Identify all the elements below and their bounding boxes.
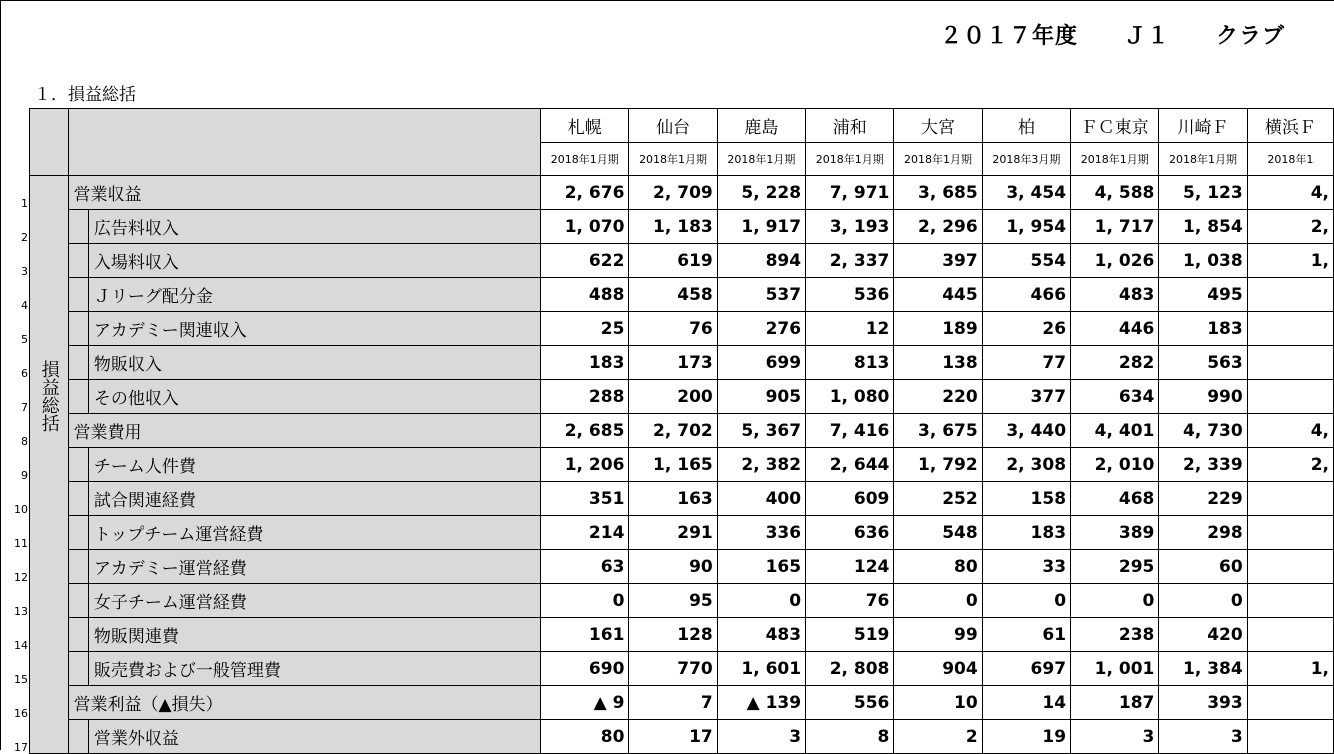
row-label: 営業外収益 <box>88 720 540 754</box>
value-cell: 298 <box>1159 516 1247 550</box>
club-name: 仙台 <box>629 109 717 143</box>
value-cell: 458 <box>629 278 717 312</box>
indent-cell <box>68 618 88 652</box>
value-cell: 1, 080 <box>806 380 894 414</box>
indent-cell <box>68 550 88 584</box>
fiscal-period: 2018年1月期 <box>894 143 982 176</box>
value-cell: 2, 808 <box>806 652 894 686</box>
value-cell: 3 <box>717 720 805 754</box>
value-cell: 61 <box>982 618 1070 652</box>
value-cell: 488 <box>541 278 629 312</box>
value-cell: 3 <box>1159 720 1247 754</box>
row-label: 営業収益 <box>68 176 541 210</box>
value-cell: 5, 123 <box>1159 176 1247 210</box>
table-row <box>14 176 1334 210</box>
value-cell: 26 <box>982 312 1070 346</box>
row-label: 女子チーム運営経費 <box>88 584 540 618</box>
club-name: 柏 <box>982 109 1070 143</box>
value-cell <box>1247 278 1333 312</box>
value-cell: 76 <box>806 584 894 618</box>
row-number: 15 <box>14 672 28 686</box>
value-cell: 894 <box>717 244 805 278</box>
value-cell: 276 <box>717 312 805 346</box>
table-row <box>14 652 1334 686</box>
value-cell: 291 <box>629 516 717 550</box>
indent-cell <box>68 278 88 312</box>
value-cell <box>1247 380 1333 414</box>
row-number: 16 <box>14 706 28 720</box>
value-cell: 229 <box>1159 482 1247 516</box>
indent-cell <box>68 720 88 754</box>
value-cell: 0 <box>894 584 982 618</box>
value-cell: 0 <box>1071 584 1159 618</box>
value-cell: 4, <box>1247 414 1333 448</box>
row-label: 物販収入 <box>88 346 540 380</box>
table-row <box>14 448 1334 482</box>
club-name: 鹿島 <box>717 109 805 143</box>
value-cell: 2, <box>1247 448 1333 482</box>
value-cell: 1, 792 <box>894 448 982 482</box>
row-number: 1 <box>21 196 28 210</box>
value-cell: 770 <box>629 652 717 686</box>
value-cell: 8 <box>806 720 894 754</box>
table-row <box>14 278 1334 312</box>
value-cell: ▲ 9 <box>541 686 629 720</box>
value-cell: 163 <box>629 482 717 516</box>
club-name: 大宮 <box>894 109 982 143</box>
value-cell: 25 <box>541 312 629 346</box>
row-label: 営業費用 <box>68 414 541 448</box>
value-cell: 495 <box>1159 278 1247 312</box>
table-row <box>14 380 1334 414</box>
fiscal-period: 2018年3月期 <box>982 143 1070 176</box>
row-label: 入場料収入 <box>88 244 540 278</box>
header-row-clubs <box>14 109 1334 143</box>
row-number: 9 <box>21 468 28 482</box>
value-cell: 183 <box>541 346 629 380</box>
value-cell: 214 <box>541 516 629 550</box>
table-row <box>14 516 1334 550</box>
value-cell: 536 <box>806 278 894 312</box>
value-cell: 128 <box>629 618 717 652</box>
value-cell: 1, <box>1247 244 1333 278</box>
value-cell: 187 <box>1071 686 1159 720</box>
value-cell: 554 <box>982 244 1070 278</box>
club-name: 札幌 <box>541 109 629 143</box>
value-cell: 2, 339 <box>1159 448 1247 482</box>
value-cell: 445 <box>894 278 982 312</box>
value-cell: 2, <box>1247 210 1333 244</box>
value-cell: 12 <box>806 312 894 346</box>
value-cell: 4, <box>1247 176 1333 210</box>
value-cell: 2, 296 <box>894 210 982 244</box>
value-cell: 138 <box>894 346 982 380</box>
value-cell: 483 <box>717 618 805 652</box>
row-number <box>14 109 30 143</box>
value-cell: 0 <box>717 584 805 618</box>
value-cell: 14 <box>982 686 1070 720</box>
value-cell: 537 <box>717 278 805 312</box>
value-cell <box>1247 584 1333 618</box>
club-name: 横浜Ｆ <box>1247 109 1333 143</box>
fiscal-period: 2018年1月期 <box>1071 143 1159 176</box>
value-cell: 609 <box>806 482 894 516</box>
value-cell: 7, 416 <box>806 414 894 448</box>
value-cell <box>1247 346 1333 380</box>
value-cell: 389 <box>1071 516 1159 550</box>
value-cell: 220 <box>894 380 982 414</box>
value-cell: 1, 954 <box>982 210 1070 244</box>
table-row <box>14 210 1334 244</box>
value-cell: 17 <box>629 720 717 754</box>
table-row <box>14 618 1334 652</box>
row-label: 試合関連経費 <box>88 482 540 516</box>
value-cell: 288 <box>541 380 629 414</box>
value-cell: 466 <box>982 278 1070 312</box>
value-cell: 3, 193 <box>806 210 894 244</box>
value-cell: 90 <box>629 550 717 584</box>
value-cell: 1, <box>1247 652 1333 686</box>
row-label: 広告料収入 <box>88 210 540 244</box>
value-cell: 158 <box>982 482 1070 516</box>
fiscal-period: 2018年1月期 <box>717 143 805 176</box>
value-cell: 189 <box>894 312 982 346</box>
value-cell: 377 <box>982 380 1070 414</box>
value-cell: 1, 183 <box>629 210 717 244</box>
table-row <box>14 550 1334 584</box>
indent-cell <box>68 448 88 482</box>
value-cell <box>1247 516 1333 550</box>
table-row <box>14 312 1334 346</box>
value-cell: 3 <box>1071 720 1159 754</box>
value-cell: 2, 308 <box>982 448 1070 482</box>
category-header <box>30 109 69 176</box>
indent-cell <box>68 516 88 550</box>
row-number: 13 <box>14 604 28 618</box>
value-cell <box>1247 312 1333 346</box>
table-row <box>14 346 1334 380</box>
value-cell: 556 <box>806 686 894 720</box>
club-name: ＦＣ東京 <box>1071 109 1159 143</box>
value-cell: 1, 917 <box>717 210 805 244</box>
value-cell: 813 <box>806 346 894 380</box>
value-cell: 351 <box>541 482 629 516</box>
value-cell: 10 <box>894 686 982 720</box>
value-cell: 1, 038 <box>1159 244 1247 278</box>
value-cell: 76 <box>629 312 717 346</box>
row-number: 7 <box>21 400 28 414</box>
category-label-text: 損益総括 <box>38 359 60 432</box>
value-cell: 400 <box>717 482 805 516</box>
value-cell <box>1247 550 1333 584</box>
indent-cell <box>68 244 88 278</box>
value-cell: 619 <box>629 244 717 278</box>
value-cell: 99 <box>894 618 982 652</box>
value-cell: 3, 675 <box>894 414 982 448</box>
row-number: 12 <box>14 570 28 584</box>
value-cell: 0 <box>541 584 629 618</box>
value-cell: 2 <box>894 720 982 754</box>
value-cell: 3, 440 <box>982 414 1070 448</box>
fiscal-period: 2018年1月期 <box>806 143 894 176</box>
row-label: 販売費および一般管理費 <box>88 652 540 686</box>
indent-cell <box>68 380 88 414</box>
value-cell: 622 <box>541 244 629 278</box>
value-cell: 1, 854 <box>1159 210 1247 244</box>
value-cell: 161 <box>541 618 629 652</box>
row-label: 物販関連費 <box>88 618 540 652</box>
value-cell: 548 <box>894 516 982 550</box>
value-cell: 2, 337 <box>806 244 894 278</box>
value-cell: 183 <box>982 516 1070 550</box>
value-cell <box>1247 686 1333 720</box>
value-cell: 282 <box>1071 346 1159 380</box>
value-cell: 697 <box>982 652 1070 686</box>
row-number: 10 <box>14 502 28 516</box>
value-cell: 1, 717 <box>1071 210 1159 244</box>
table-row <box>14 584 1334 618</box>
row-number: 8 <box>21 434 28 448</box>
value-cell: 1, 026 <box>1071 244 1159 278</box>
table-row <box>14 414 1334 448</box>
fiscal-period: 2018年1月期 <box>629 143 717 176</box>
value-cell: 295 <box>1071 550 1159 584</box>
row-label: その他収入 <box>88 380 540 414</box>
section-heading: １．損益総括 <box>34 85 136 105</box>
table-row <box>14 720 1334 754</box>
value-cell <box>1247 482 1333 516</box>
row-number <box>14 143 30 176</box>
item-header <box>68 109 541 176</box>
value-cell: 1, 206 <box>541 448 629 482</box>
value-cell: 2, 685 <box>541 414 629 448</box>
value-cell: 95 <box>629 584 717 618</box>
value-cell: 80 <box>894 550 982 584</box>
profit-loss-table <box>14 108 1334 754</box>
value-cell: 519 <box>806 618 894 652</box>
indent-cell <box>68 312 88 346</box>
value-cell: 393 <box>1159 686 1247 720</box>
value-cell: 4, 588 <box>1071 176 1159 210</box>
value-cell: 2, 010 <box>1071 448 1159 482</box>
value-cell: 5, 367 <box>717 414 805 448</box>
value-cell: 183 <box>1159 312 1247 346</box>
value-cell <box>1247 618 1333 652</box>
value-cell: 563 <box>1159 346 1247 380</box>
row-number: 11 <box>14 536 28 550</box>
club-name: 浦和 <box>806 109 894 143</box>
value-cell: 5, 228 <box>717 176 805 210</box>
value-cell: 2, 709 <box>629 176 717 210</box>
indent-cell <box>68 652 88 686</box>
value-cell: 33 <box>982 550 1070 584</box>
category-label <box>30 176 69 754</box>
value-cell: 19 <box>982 720 1070 754</box>
row-label: Ｊリーグ配分金 <box>88 278 540 312</box>
value-cell: 1, 384 <box>1159 652 1247 686</box>
value-cell: 905 <box>717 380 805 414</box>
row-label: アカデミー関連収入 <box>88 312 540 346</box>
value-cell: 124 <box>806 550 894 584</box>
value-cell: 77 <box>982 346 1070 380</box>
value-cell: 200 <box>629 380 717 414</box>
value-cell: 634 <box>1071 380 1159 414</box>
row-number: 2 <box>21 230 28 244</box>
row-number: 6 <box>21 366 28 380</box>
value-cell: 636 <box>806 516 894 550</box>
value-cell: 3, 454 <box>982 176 1070 210</box>
indent-cell <box>68 584 88 618</box>
value-cell: 7, 971 <box>806 176 894 210</box>
value-cell: 336 <box>717 516 805 550</box>
value-cell: 60 <box>1159 550 1247 584</box>
value-cell: 7 <box>629 686 717 720</box>
row-label: 営業利益（▲損失） <box>68 686 541 720</box>
value-cell: 446 <box>1071 312 1159 346</box>
value-cell: 3, 685 <box>894 176 982 210</box>
value-cell: 420 <box>1159 618 1247 652</box>
value-cell: 2, 382 <box>717 448 805 482</box>
row-number: 5 <box>21 332 28 346</box>
value-cell: 80 <box>541 720 629 754</box>
row-number: 14 <box>14 638 28 652</box>
indent-cell <box>68 482 88 516</box>
club-name: 川崎Ｆ <box>1159 109 1247 143</box>
value-cell: 1, 070 <box>541 210 629 244</box>
table-row <box>14 686 1334 720</box>
value-cell: 1, 601 <box>717 652 805 686</box>
value-cell: 699 <box>717 346 805 380</box>
value-cell: 397 <box>894 244 982 278</box>
value-cell: 468 <box>1071 482 1159 516</box>
row-label: アカデミー運営経費 <box>88 550 540 584</box>
table-row <box>14 482 1334 516</box>
report-title: ２０１７年度 Ｊ１ クラブ <box>940 24 1286 49</box>
table-row <box>14 244 1334 278</box>
value-cell: 165 <box>717 550 805 584</box>
fiscal-period: 2018年1月期 <box>541 143 629 176</box>
indent-cell <box>68 346 88 380</box>
row-number: 4 <box>21 298 28 312</box>
value-cell: 690 <box>541 652 629 686</box>
value-cell: 4, 401 <box>1071 414 1159 448</box>
value-cell: 0 <box>982 584 1070 618</box>
value-cell: 990 <box>1159 380 1247 414</box>
row-label: チーム人件費 <box>88 448 540 482</box>
value-cell: 2, 644 <box>806 448 894 482</box>
value-cell: 4, 730 <box>1159 414 1247 448</box>
value-cell: 2, 676 <box>541 176 629 210</box>
value-cell: 238 <box>1071 618 1159 652</box>
value-cell: 1, 165 <box>629 448 717 482</box>
value-cell: 483 <box>1071 278 1159 312</box>
value-cell: 252 <box>894 482 982 516</box>
value-cell <box>1247 720 1333 754</box>
indent-cell <box>68 210 88 244</box>
value-cell: 63 <box>541 550 629 584</box>
value-cell: 0 <box>1159 584 1247 618</box>
row-label: トップチーム運営経費 <box>88 516 540 550</box>
value-cell: 173 <box>629 346 717 380</box>
row-number: 17 <box>14 740 28 754</box>
value-cell: ▲ 139 <box>717 686 805 720</box>
fiscal-period: 2018年1月期 <box>1159 143 1247 176</box>
value-cell: 1, 001 <box>1071 652 1159 686</box>
value-cell: 904 <box>894 652 982 686</box>
row-number: 3 <box>21 264 28 278</box>
value-cell: 2, 702 <box>629 414 717 448</box>
fiscal-period: 2018年1 <box>1247 143 1333 176</box>
